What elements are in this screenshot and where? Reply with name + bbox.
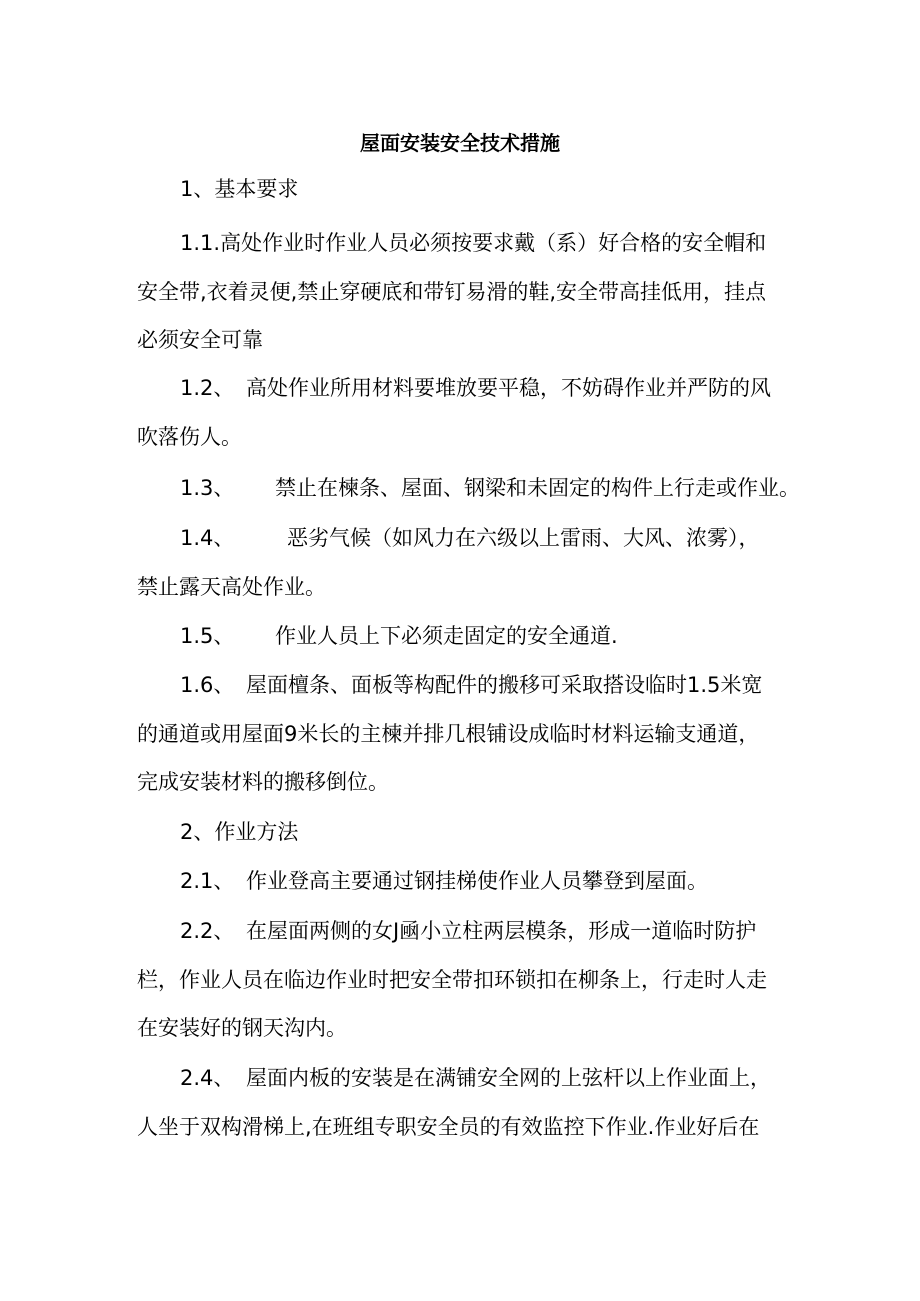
paragraph-line: 的通道或用屋面9米长的主楝并排几根铺设成临时材料运输支通道， <box>137 721 760 746</box>
paragraph-first-line <box>137 1054 797 1103</box>
paragraph-text: 禁止在楝条、屋面、钢梁和未固定的构件上行走或作业。 <box>275 476 800 500</box>
paragraph-1-5 <box>137 612 797 661</box>
paragraph-first-line <box>137 514 797 563</box>
paragraph-text: 作业人员上下必须走固定的安全通道. <box>275 624 618 648</box>
paragraph-1-6 <box>137 661 797 807</box>
paragraph-first-line <box>137 857 797 906</box>
item-number: 1.5、 <box>180 624 235 648</box>
paragraph-first-line <box>137 364 797 413</box>
paragraph-first-line <box>137 464 800 513</box>
paragraph-line: 人坐于双构滑梯上,在班组专职安全员的有效监控下作业.作业好后在 <box>137 1114 760 1139</box>
paragraph-first-line <box>137 612 797 661</box>
paragraph-line: 吹落伤人。 <box>137 424 242 449</box>
paragraph-line: 完成安装材料的搬移倒位。 <box>137 770 389 794</box>
paragraph-line: 必须安全可靠 <box>137 328 263 352</box>
paragraph-1-2 <box>137 364 797 461</box>
paragraph-2-2 <box>137 907 797 1053</box>
paragraph-text: 作业登高主要通过钢挂梯使作业人员攀登到屋面。 <box>246 869 708 893</box>
item-number: 2.2、 <box>180 919 235 943</box>
section-2-heading <box>137 808 797 857</box>
paragraph-text: 高处作业所用材料要堆放要平稳，不妨碍作业并严防的风 <box>246 376 771 400</box>
paragraph-line: 禁止露天高处作业。 <box>137 574 326 599</box>
item-number: 2.4、 <box>180 1066 235 1090</box>
item-number: 1.6、 <box>180 673 235 697</box>
section-heading-text: 1、基本要求 <box>180 177 299 201</box>
paragraph-1-3 <box>137 464 800 513</box>
paragraph-1-1 <box>137 219 797 365</box>
item-number: 1.3、 <box>180 476 235 500</box>
paragraph-2-4 <box>137 1054 797 1151</box>
paragraph-text: 屋面檀条、面板等构配件的搬移可采取搭设临时1.5米宽 <box>246 673 763 697</box>
item-number: 2.1、 <box>180 869 235 893</box>
paragraph-1-4 <box>137 514 797 611</box>
item-number: 1.2、 <box>180 376 235 400</box>
section-1-heading <box>137 165 797 214</box>
item-number: 1.4、 <box>180 526 235 550</box>
document-title: 屋面安装安全技术措施 <box>360 131 560 155</box>
paragraph-text: 在屋面两侧的女J凾小立柱两层模条，形成一道临时防护 <box>246 919 757 943</box>
paragraph-line: 在安装好的钢天沟内。 <box>137 1016 347 1040</box>
paragraph-line: 1.1.高处作业时作业人员必须按要求戴（系）好合格的安全帽和 <box>180 231 767 255</box>
section-heading-text: 2、作业方法 <box>180 820 299 844</box>
paragraph-text: 恶劣气候（如风力在六级以上雷雨、大风、浓雾）， <box>287 526 760 550</box>
paragraph-line: 安全带,衣着灵便,禁止穿硬底和带钉易滑的鞋,安全带高挂低用，挂点 <box>137 279 767 304</box>
paragraph-first-line <box>137 661 797 710</box>
paragraph-2-1 <box>137 857 797 906</box>
paragraph-line: 栏，作业人员在临边作业时把安全带扣环锁扣在柳条上，行走时人走 <box>137 967 767 992</box>
paragraph-text: 屋面内板的安装是在满铺安全网的上弦杆以上作业面上， <box>246 1066 771 1090</box>
paragraph-first-line <box>137 907 797 956</box>
